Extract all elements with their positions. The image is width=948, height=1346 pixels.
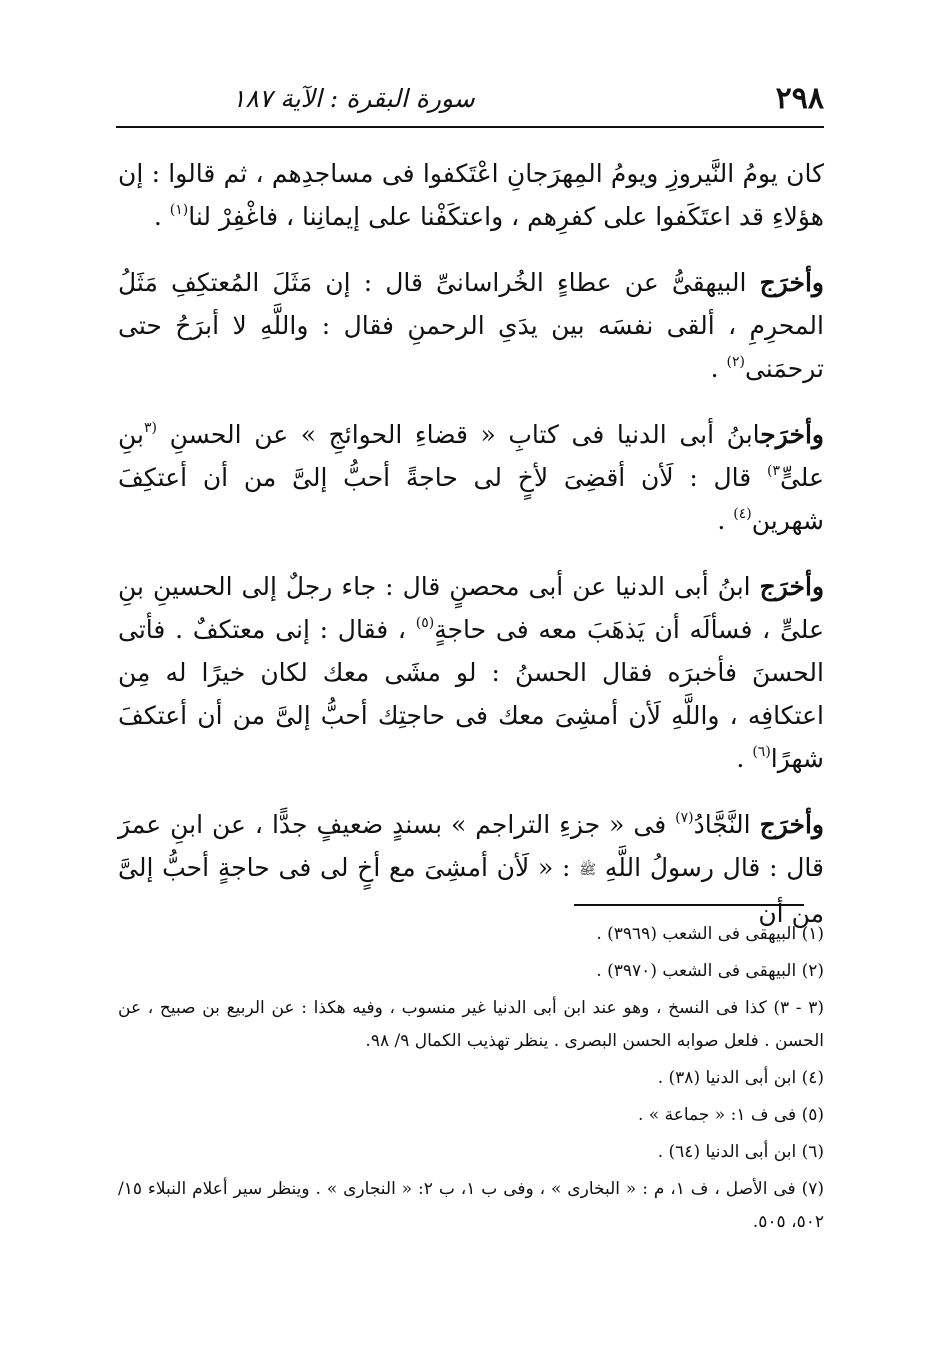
header-rule	[116, 126, 824, 128]
page-number: ٢٩٨	[775, 80, 824, 116]
paragraph-text: ، فقال : إنى معتكفٌ . فأتى الحسنَ فأخبرَه فقال الحسنُ : لو مشَى معك لكان خيرًا له مِن اعتكافِه ، واللَّهِ لَأن أمشِىَ معك فى حاجتِك أحبُّ إلىَّ من أن أعتكفَ شهرًا	[118, 615, 824, 773]
footnote-separator	[574, 904, 804, 906]
paragraph-text: كان يومُ النَّيروزِ ويومُ المِهرَجانِ اعْتَكفوا فى مساجدِهم ، ثم قالوا : إن هؤلاءِ قد اعتَكَفوا على كفرِهم ، واعتكَفْنا على إيمانِنا ، فاغْفِرْ لنا	[118, 159, 824, 231]
footnotes	[118, 918, 824, 1243]
running-head: سورة البقرة : الآية ١٨٧	[232, 83, 475, 113]
paragraph-text: بنِ علىٍّ	[118, 420, 824, 492]
paragraph-1	[118, 152, 824, 238]
paragraph-5	[118, 803, 824, 935]
footnote-4: (٤) ابن أبى الدنيا (٣٨) .	[657, 1068, 824, 1088]
paragraph-text: : « لَأن أمشِىَ مع أخٍ لى فى حاجةٍ أحبُّ إلىَّ من أن	[118, 853, 824, 928]
paragraph-4	[118, 565, 824, 780]
footnote-2: (٢) البيهقى فى الشعب (٣٩٧٠) .	[596, 961, 824, 981]
footnote-ref-2: (٢)	[726, 354, 745, 370]
footnote-ref-1: (١)	[169, 202, 189, 218]
footnote-7: (٧) فى الأصل ، ف ١، م : « البخارى » ، وفى ب ١، ب ٢: « النجارى » . وينظر سير أعلام النبلاء ١٥/ ٥٠٢، ٥٠٥.	[118, 1179, 824, 1232]
footnote-5: (٥) فى ف ١: « جماعة » .	[637, 1105, 824, 1125]
paragraph-text: فى « جزءِ التراجم » بسندٍ ضعيفٍ جدًّا ، عن ابنِ عمرَ قال : قال رسولُ اللَّهِ	[118, 810, 825, 882]
paragraph-end: .	[717, 506, 734, 535]
footnote-ref-6: (٦)	[752, 744, 771, 760]
paragraph-text: النَّجَّادُ	[693, 810, 760, 839]
main-text	[118, 152, 824, 958]
footnote-ref-3-close: ٣)	[766, 463, 780, 479]
paragraph-lead: وأخرَج	[759, 268, 824, 297]
footnote-1: (١) البيهقى فى الشعب (٣٩٦٩) .	[596, 924, 824, 944]
paragraph-lead: وأخرَج	[759, 572, 825, 601]
paragraph-text: البيهقىُّ عن عطاءٍ الخُراسانىِّ قال : إن مَثَلَ المُعتكِفِ مَثَلُ المحرِمِ ، ألقى نفسَه بين يدَىِ الرحمنِ فقال : واللَّهِ لا أبرَحُ حتى ترحمَنى	[118, 268, 824, 383]
footnote-ref-4: (٤)	[733, 506, 752, 522]
footnote-ref-5: (٥)	[415, 615, 435, 631]
paragraph-2	[118, 261, 824, 390]
paragraph-lead: وأخرَج	[760, 420, 824, 449]
paragraph-end: .	[710, 354, 727, 383]
footnote-ref-7: (٧)	[675, 810, 694, 826]
paragraph-end: .	[736, 744, 753, 773]
footnote-6: (٦) ابن أبى الدنيا (٦٤) .	[657, 1142, 824, 1162]
paragraph-end: .	[153, 202, 170, 231]
paragraph-text: قال : لَأن أقضِىَ لأخٍ لى حاجةً أحبُّ إلىَّ من أن أعتكِفَ شهرين	[118, 463, 824, 535]
honorific-ligature: ﷺ	[579, 862, 597, 878]
page-header	[112, 72, 824, 124]
paragraph-lead: وأخرَج	[759, 810, 824, 839]
paragraph-3	[118, 413, 824, 542]
paragraph-text: ابنُ أبى الدنيا فى كتابِ « قضاءِ الحوائجِ » عن الحسنِ	[157, 420, 761, 449]
paragraph-text: ابنُ أبى الدنيا عن أبى محصنٍ قال : جاء رجلٌ إلى الحسينِ بنِ علىٍّ ، فسألَه أن يَذهَبَ معه فى حاجةٍ	[118, 572, 825, 644]
footnote-ref-3-open: (٣	[144, 420, 157, 436]
footnote-3: (٣ - ٣) كذا فى النسخ ، وهو عند ابن أبى الدنيا غير منسوب ، وفيه هكذا : عن الربيع بن صبيح ، عن الحسن . فلعل صوابه الحسن البصرى . ينظر تهذيب الكمال ٩/ ٩٨.	[118, 998, 824, 1051]
